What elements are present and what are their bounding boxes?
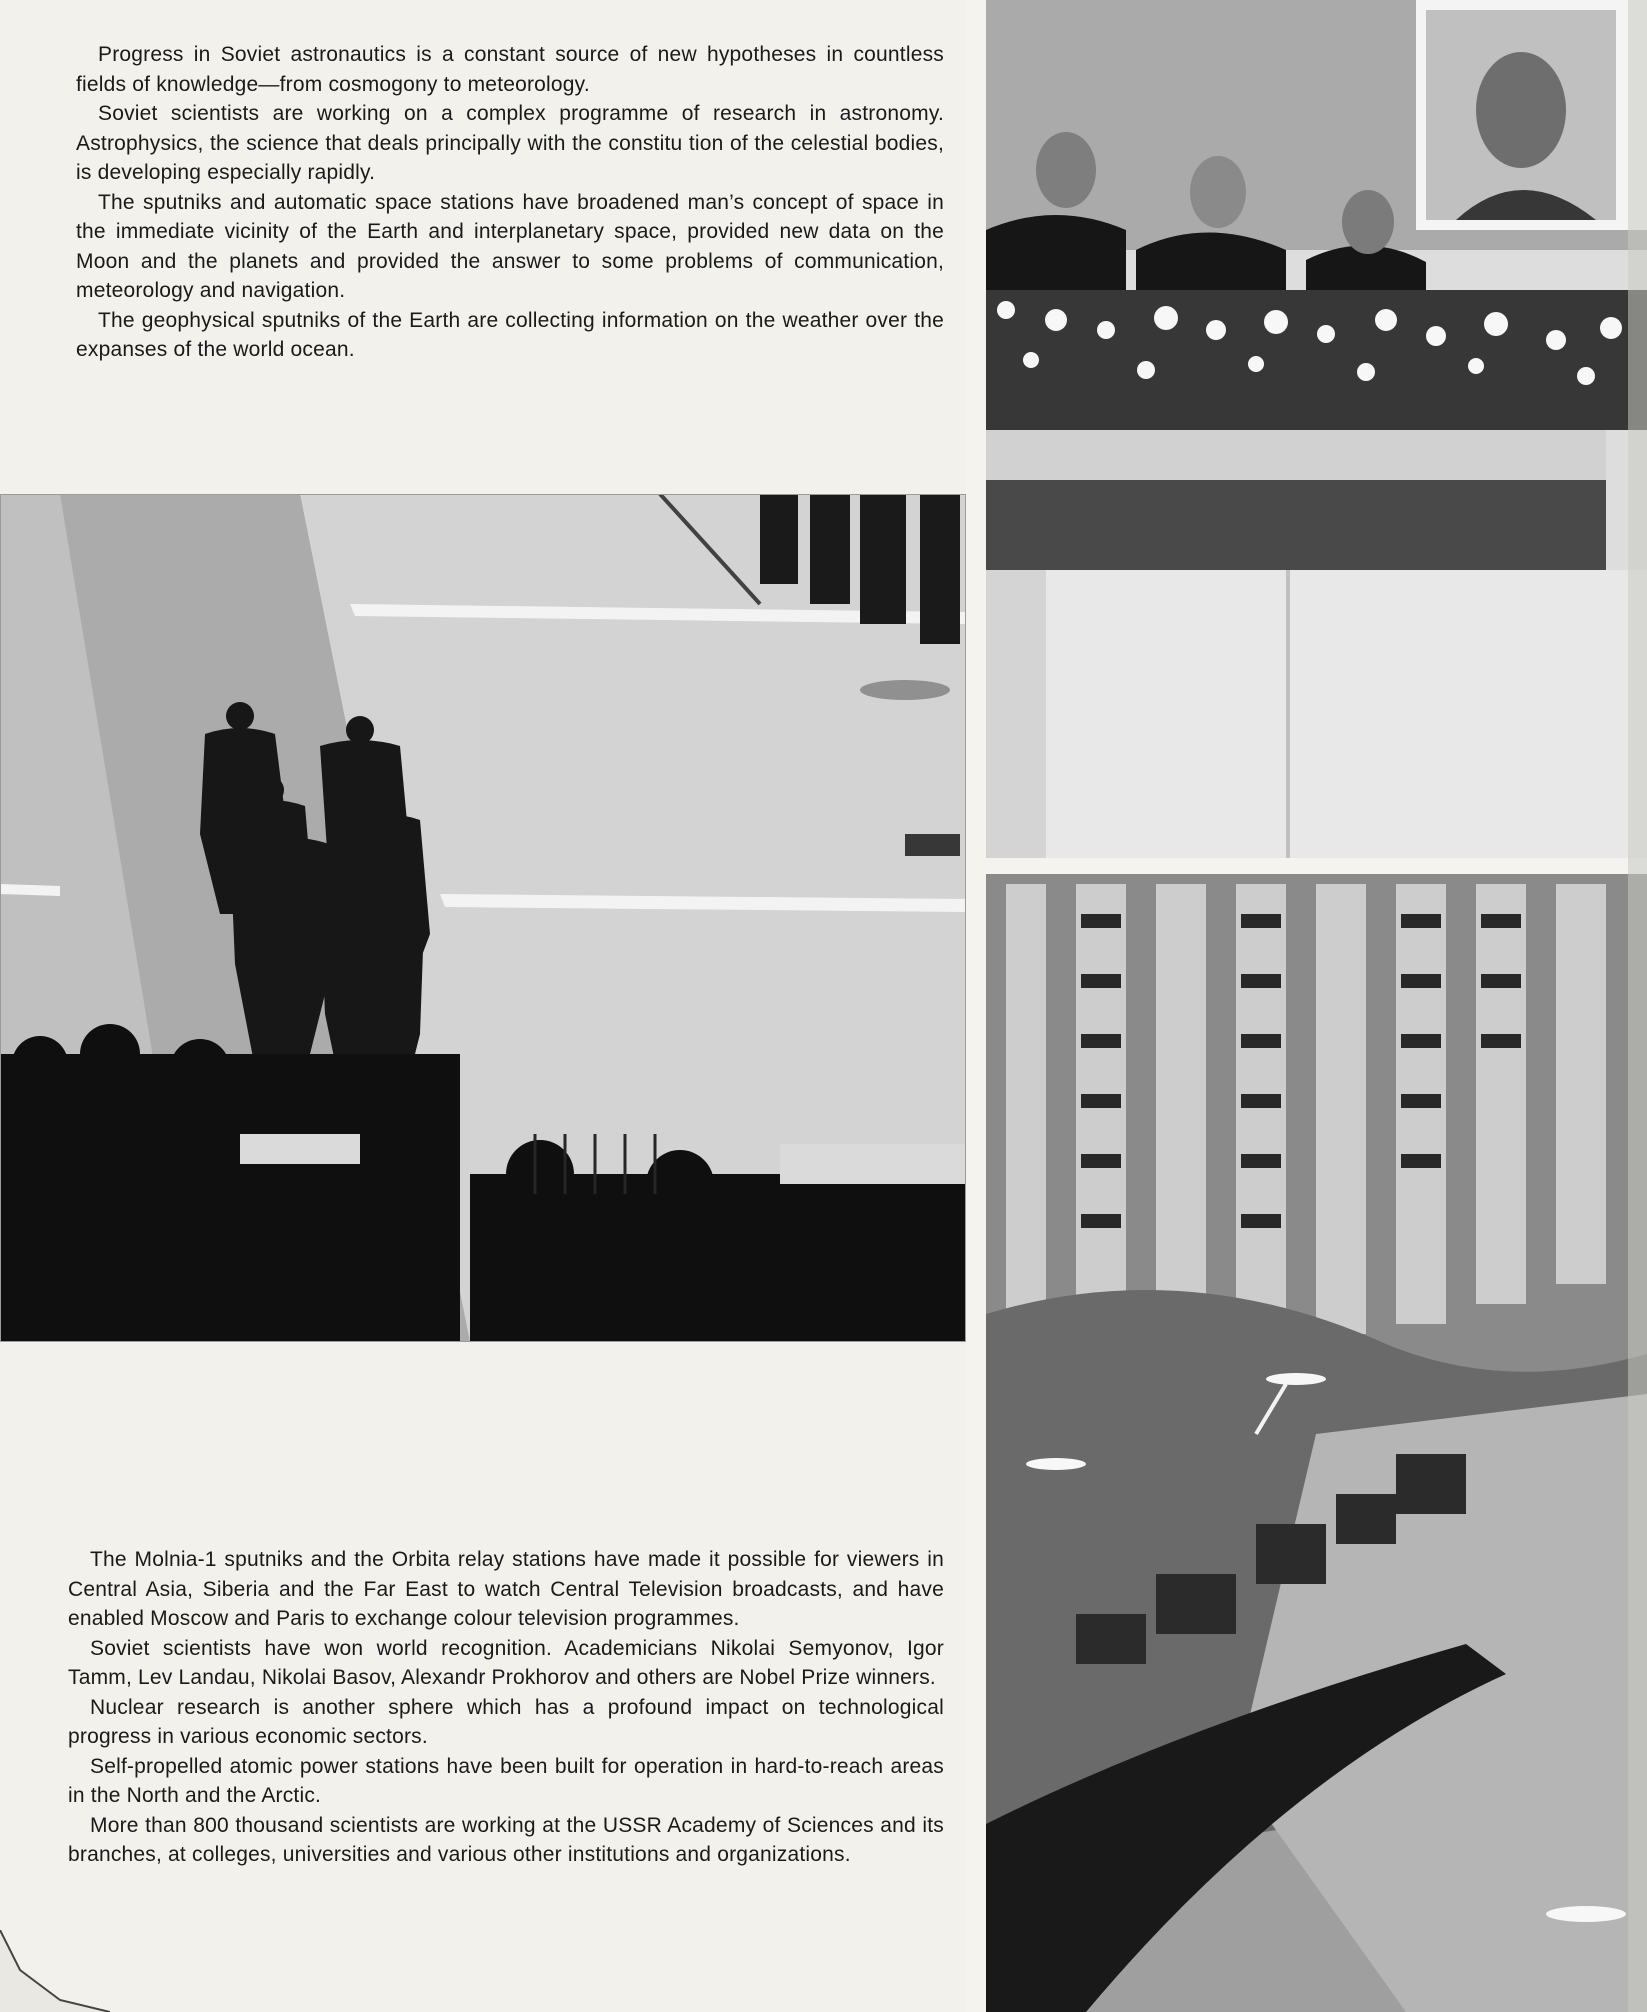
paragraph: Self-propelled atomic power stations have been built for operation in hard-to-reach areas in the North and the Arctic. [68, 1754, 944, 1807]
paragraph: Nuclear research is another sphere which has a profound impact on technological progress in various economic sectors. [68, 1695, 944, 1748]
column-gutter [966, 0, 986, 2012]
photo-cosmonauts-parade [0, 494, 966, 1342]
photo-street-crowd [986, 874, 1647, 2012]
torn-page-corner [0, 1930, 110, 2012]
paragraph: The geophysical sputniks of the Earth are collecting information on the weather over the expanses of the world ocean. [76, 308, 944, 361]
top-text-column [76, 40, 944, 365]
paragraph: Soviet scientists are working on a complex programme of research in astronomy. Astrophysics, the science that deals principally with the constitu tion of the celestial bodies, is developing especially rapidly. [76, 102, 944, 184]
bottom-text-column [68, 1545, 944, 1870]
photo-gutter [986, 858, 1647, 874]
paragraph: Soviet scientists have won world recognition. Academicians Nikolai Semyonov, Igor Tamm, Lev Landau, Nikolai Basov, Alexandr Prokhorov and others are Nobel Prize winners. [68, 1636, 944, 1689]
paragraph: More than 800 thousand scientists are working at the USSR Academy of Sciences and its branches, at colleges, universities and various other institutions and organizations. [68, 1813, 944, 1866]
page-edge-shadow [1628, 0, 1647, 2012]
photo-leaders-tribune [986, 0, 1647, 858]
paragraph: The Molnia-1 sputniks and the Orbita relay stations have made it possible for viewers in Central Asia, Siberia and the Far East to watch Central Television broadcasts, and have enabled Moscow and Paris to exchange colour television programmes. [68, 1548, 944, 1630]
paragraph: Progress in Soviet astronautics is a constant source of new hypotheses in countless fields of knowledge—from cosmogony to meteorology. [76, 43, 944, 96]
paragraph: The sputniks and automatic space stations have broadened man’s concept of space in the immediate vicinity of the Earth and interplanetary space, provided new data on the Moon and the planets and provided the answer to some problems of communication, meteorology and navigation. [76, 190, 944, 302]
